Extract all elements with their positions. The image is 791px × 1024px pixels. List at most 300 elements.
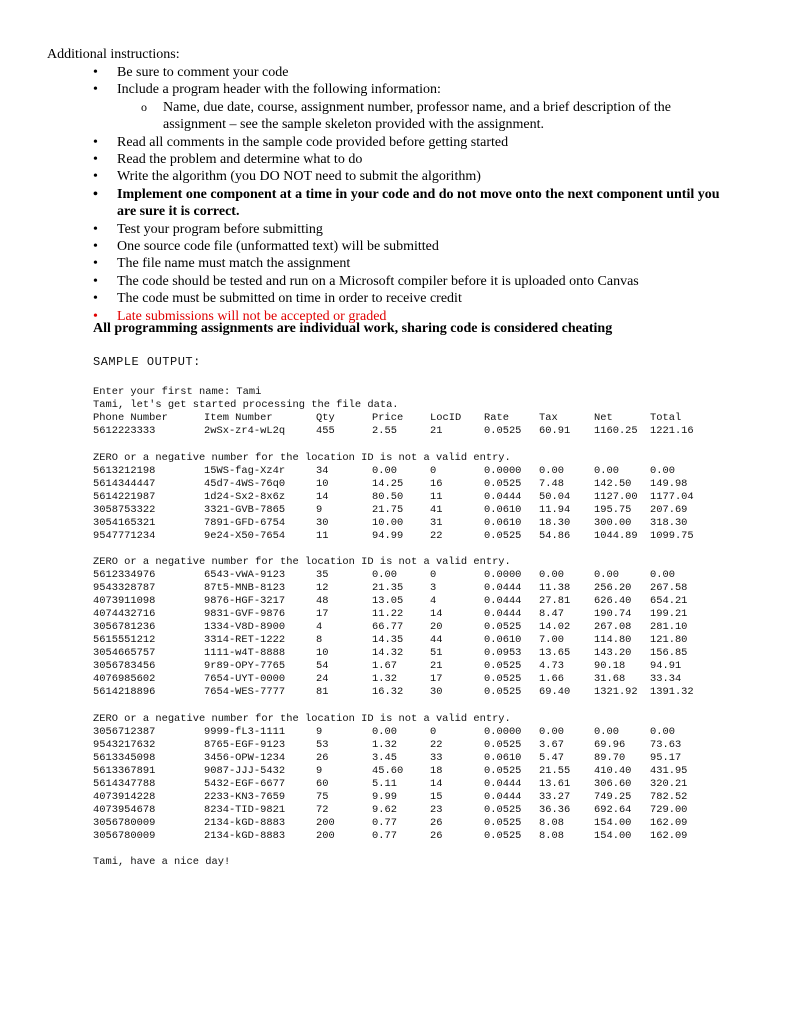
cell: 21.55	[539, 764, 571, 777]
sub-bullet-item	[0, 99, 703, 134]
cell: 1099.75	[650, 529, 694, 542]
cell: 27.81	[539, 595, 571, 607]
cell: 3.45	[372, 751, 397, 764]
cell: 114.80	[594, 634, 632, 646]
cell: 3321-GVB-7865	[204, 503, 286, 516]
bullet-icon: •	[93, 82, 98, 98]
bullet-icon: •	[93, 186, 98, 202]
bullet-icon: •	[93, 273, 98, 289]
cell: 3054665757	[93, 647, 156, 659]
cell: 1127.00	[594, 490, 638, 503]
table-row	[0, 660, 791, 673]
bullet-icon: •	[93, 221, 98, 237]
cell: 1.67	[372, 660, 397, 672]
cell: 3056781236	[93, 621, 156, 633]
cell: 7.48	[539, 477, 564, 490]
cell: 0.00	[650, 569, 675, 581]
cell: 749.25	[594, 790, 632, 803]
bullet-text: One source code file (unformatted text) will be submitted	[117, 239, 439, 255]
cell: 0	[430, 464, 437, 477]
cell: 10.00	[372, 516, 404, 529]
cell: 8.47	[539, 608, 564, 620]
bullet-icon: •	[93, 65, 98, 80]
cell: 13.65	[539, 647, 571, 659]
cell: 0.00	[372, 569, 397, 581]
cell: 17	[316, 608, 329, 620]
cell: 0.00	[650, 725, 675, 738]
cell: 33.27	[539, 790, 571, 803]
cell: 9831-GVF-9876	[204, 608, 286, 620]
cell: 80.50	[372, 490, 404, 503]
cell: 4073914228	[93, 790, 156, 803]
cell: 9876-HGF-3217	[204, 595, 286, 607]
cell: 34	[316, 464, 329, 477]
table-row	[0, 830, 791, 843]
cell: 5613367891	[93, 764, 156, 777]
table-row	[0, 621, 791, 634]
cell: 9087-JJJ-5432	[204, 764, 286, 777]
cell: 2.55	[372, 425, 397, 437]
cell: 9r89-OPY-7765	[204, 660, 286, 672]
cell: 9547771234	[93, 529, 156, 542]
cell: 5.47	[539, 751, 564, 764]
bullet-icon: •	[93, 169, 98, 185]
bullet-text: Read all comments in the sample code provided before getting started	[117, 134, 509, 150]
cell: 54	[316, 660, 329, 672]
cell: 36.36	[539, 803, 571, 816]
bullet-item	[0, 151, 737, 168]
table-row	[0, 425, 791, 438]
cell: 0.0444	[484, 790, 522, 803]
cell: 81	[316, 686, 329, 698]
cheating-warning: All programming assignments are individual work, sharing code is considered cheating	[93, 321, 613, 336]
table-row	[0, 569, 791, 582]
cell: 30	[430, 686, 443, 698]
bullet-text: Include a program header with the following information:	[117, 82, 441, 98]
bullet-item	[0, 64, 737, 81]
bullet-icon: •	[93, 239, 98, 255]
console-prompt-line: Enter your first name: Tami	[93, 386, 262, 398]
bullet-text: The file name must match the assignment	[117, 256, 351, 272]
bullet-icon: •	[93, 152, 98, 168]
cell: 5.11	[372, 777, 397, 790]
cell: Phone Number	[93, 412, 168, 424]
cell: 60.91	[539, 425, 571, 437]
cell: 0.0953	[484, 647, 522, 659]
cell: 0.0525	[484, 829, 522, 842]
cell: 1d24-Sx2-8x6z	[204, 490, 286, 503]
cell: 654.21	[650, 595, 688, 607]
cell: 14	[430, 777, 443, 790]
table-row	[0, 673, 791, 686]
cell: 90.18	[594, 660, 626, 672]
cell: 0.0444	[484, 490, 522, 503]
cell: 60	[316, 777, 329, 790]
cell: 23	[430, 803, 443, 816]
cell: 5613345098	[93, 751, 156, 764]
cell: 121.80	[650, 634, 688, 646]
bullet-text: Be sure to comment your code	[117, 65, 289, 80]
cell: 0.0525	[484, 660, 522, 672]
cell: 2134-kGD-8883	[204, 829, 286, 842]
cell: 18	[430, 764, 443, 777]
cell: 692.64	[594, 803, 632, 816]
cell: 66.77	[372, 621, 404, 633]
cell: 8.08	[539, 816, 564, 829]
cell: 4074432716	[93, 608, 156, 620]
cell: 142.50	[594, 477, 632, 490]
cell: 5615551212	[93, 634, 156, 646]
table-row	[0, 817, 791, 830]
cell: 51	[430, 647, 443, 659]
cell: 4073954678	[93, 803, 156, 816]
cell: 149.98	[650, 477, 688, 490]
cell: 0.0525	[484, 686, 522, 698]
cell: 45d7-4WS-76q0	[204, 477, 286, 490]
cell: 31.68	[594, 673, 626, 685]
cell: 26	[430, 829, 443, 842]
cell: 0.0444	[484, 608, 522, 620]
cell: 0.0525	[484, 673, 522, 685]
cell: 318.30	[650, 516, 688, 529]
cell: Total	[650, 412, 682, 424]
cell: 16.32	[372, 686, 404, 698]
cell: 4.73	[539, 660, 564, 672]
cell: 26	[430, 816, 443, 829]
cell: 1177.04	[650, 490, 694, 503]
cell: 30	[316, 516, 329, 529]
cell: 0.00	[539, 725, 564, 738]
cell: 0.0525	[484, 764, 522, 777]
cell: 0.0610	[484, 751, 522, 764]
cell: 94.99	[372, 529, 404, 542]
cell: 1221.16	[650, 425, 694, 437]
cell: 24	[316, 673, 329, 685]
cell: 143.20	[594, 647, 632, 659]
bullet-item	[0, 238, 737, 255]
cell: 8234-TID-9821	[204, 803, 286, 816]
table-row	[0, 530, 791, 543]
instructions-heading: Additional instructions:	[47, 47, 180, 62]
cell: 0.0525	[484, 738, 522, 751]
cell: 0.00	[539, 464, 564, 477]
cell: 33.34	[650, 673, 682, 685]
console-farewell-line: Tami, have a nice day!	[93, 856, 231, 868]
cell: 21.75	[372, 503, 404, 516]
invalid-location-message: ZERO or a negative number for the location ID is not a valid entry.	[93, 556, 511, 568]
cell: 0.00	[539, 569, 564, 581]
cell: 256.20	[594, 582, 632, 594]
table-row	[0, 647, 791, 660]
cell: 1.66	[539, 673, 564, 685]
bullet-icon: •	[93, 256, 98, 272]
cell: 41	[430, 503, 443, 516]
cell: Tax	[539, 412, 558, 424]
cell: 2233-KN3-7659	[204, 790, 286, 803]
cell: 154.00	[594, 829, 632, 842]
bullet-item	[0, 186, 737, 221]
cell: Net	[594, 412, 613, 424]
cell: 11	[316, 529, 329, 542]
cell: 14.02	[539, 621, 571, 633]
cell: 0	[430, 725, 437, 738]
cell: 1.32	[372, 738, 397, 751]
cell: 2wSx-zr4-wL2q	[204, 425, 286, 437]
cell: 729.00	[650, 803, 688, 816]
bullet-text: Test your program before submitting	[117, 221, 323, 237]
cell: 4	[316, 621, 323, 633]
cell: Item Number	[204, 412, 273, 424]
cell: 18.30	[539, 516, 571, 529]
instructions-list	[0, 64, 791, 325]
cell: 54.86	[539, 529, 571, 542]
cell: 5612334976	[93, 569, 156, 581]
cell: 1044.89	[594, 529, 638, 542]
cell: 5614347788	[93, 777, 156, 790]
cell: 89.70	[594, 751, 626, 764]
cell: 13.61	[539, 777, 571, 790]
cell: 0.00	[594, 569, 619, 581]
cell: 10	[316, 477, 329, 490]
cell: 69.96	[594, 738, 626, 751]
console-start-line: Tami, let's get started processing the file data.	[93, 399, 399, 411]
cell: 1160.25	[594, 425, 638, 437]
cell: 9543328787	[93, 582, 156, 594]
cell: 1111-w4T-8888	[204, 647, 286, 659]
cell: 0.0525	[484, 621, 522, 633]
cell: 11	[430, 490, 443, 503]
cell: 21	[430, 425, 443, 437]
cell: 162.09	[650, 829, 688, 842]
table-header-row	[0, 412, 791, 425]
table-row	[0, 504, 791, 517]
cell: 6543-vWA-9123	[204, 569, 286, 581]
cell: 5614221987	[93, 490, 156, 503]
cell: 0.0444	[484, 777, 522, 790]
table-row	[0, 804, 791, 817]
cell: 7654-WES-7777	[204, 686, 286, 698]
cell: 2134-kGD-8883	[204, 816, 286, 829]
cell: 69.40	[539, 686, 571, 698]
table-row	[0, 465, 791, 478]
cell: 199.21	[650, 608, 688, 620]
cell: 0.0525	[484, 529, 522, 542]
cell: 72	[316, 803, 329, 816]
cell: 190.74	[594, 608, 632, 620]
cell: 20	[430, 621, 443, 633]
table-row	[0, 517, 791, 530]
table-row	[0, 595, 791, 608]
cell: 267.58	[650, 582, 688, 594]
cell: 3	[430, 582, 437, 594]
cell: 455	[316, 425, 335, 437]
cell: 15WS-fag-Xz4r	[204, 464, 286, 477]
table-row	[0, 608, 791, 621]
cell: 12	[316, 582, 329, 594]
sample-output-label: SAMPLE OUTPUT:	[93, 355, 201, 369]
cell: 11.94	[539, 503, 571, 516]
cell: 0.00	[594, 725, 619, 738]
cell: 0.0525	[484, 803, 522, 816]
cell: 300.00	[594, 516, 632, 529]
cell: LocID	[430, 412, 462, 424]
cell: 21.35	[372, 582, 404, 594]
invalid-location-message: ZERO or a negative number for the location ID is not a valid entry.	[93, 712, 511, 725]
bullet-text: Name, due date, course, assignment number, professor name, and a brief description of the assignment – see the sample skeleton provided with the assignment.	[163, 99, 671, 133]
cell: 3456-OPW-1234	[204, 751, 286, 764]
table-row	[0, 765, 791, 778]
cell: 5614344447	[93, 477, 156, 490]
cell: 3054165321	[93, 516, 156, 529]
cell: Qty	[316, 412, 335, 424]
cell: 5612223333	[93, 425, 156, 437]
cell: 75	[316, 790, 329, 803]
bullet-item	[0, 134, 737, 151]
cell: 320.21	[650, 777, 688, 790]
cell: 3314-RET-1222	[204, 634, 286, 646]
cell: 15	[430, 790, 443, 803]
cell: 8765-EGF-9123	[204, 738, 286, 751]
cell: 162.09	[650, 816, 688, 829]
bullet-item	[0, 168, 737, 185]
cell: 4073911098	[93, 595, 156, 607]
cell: 9543217632	[93, 738, 156, 751]
cell: 1391.32	[650, 686, 694, 698]
cell: 9	[316, 503, 323, 516]
cell: 7891-GFD-6754	[204, 516, 286, 529]
cell: 33	[430, 751, 443, 764]
table-row	[0, 778, 791, 791]
bullet-text: Write the algorithm (you DO NOT need to submit the algorithm)	[117, 169, 481, 185]
table-row	[0, 582, 791, 595]
cell: 0.00	[594, 464, 619, 477]
bullet-item	[0, 290, 737, 307]
cell: 3056780009	[93, 829, 156, 842]
table-row	[0, 634, 791, 647]
cell: 87t5-MNB-8123	[204, 582, 286, 594]
cell: 35	[316, 569, 329, 581]
cell: 7654-UYT-0000	[204, 673, 286, 685]
cell: Rate	[484, 412, 509, 424]
cell: 0.00	[650, 464, 675, 477]
cell: 11.22	[372, 608, 404, 620]
cell: 0.77	[372, 816, 397, 829]
cell: 0.0444	[484, 582, 522, 594]
cell: 7.00	[539, 634, 564, 646]
cell: 14.25	[372, 477, 404, 490]
cell: 44	[430, 634, 443, 646]
cell: 9.99	[372, 790, 397, 803]
cell: 0.0610	[484, 503, 522, 516]
bullet-text: Late submissions will not be accepted or graded	[117, 308, 387, 324]
cell: 26	[316, 751, 329, 764]
cell: 10	[316, 647, 329, 659]
cell: 53	[316, 738, 329, 751]
cell: 9.62	[372, 803, 397, 816]
cell: 9e24-X50-7654	[204, 529, 286, 542]
cell: 1.32	[372, 673, 397, 685]
cell: 14	[430, 608, 443, 620]
cell: 3058753322	[93, 503, 156, 516]
bullet-icon: •	[93, 134, 98, 150]
cell: 431.95	[650, 764, 688, 777]
cell: 0.0444	[484, 595, 522, 607]
table-row	[0, 726, 791, 739]
cell: 200	[316, 816, 335, 829]
cell: 1334-V8D-8900	[204, 621, 286, 633]
cell: 73.63	[650, 738, 682, 751]
cell: 17	[430, 673, 443, 685]
cell: 50.04	[539, 490, 571, 503]
cell: 0.0610	[484, 634, 522, 646]
cell: 195.75	[594, 503, 632, 516]
cell: 782.52	[650, 790, 688, 803]
cell: 0.0000	[484, 725, 522, 738]
cell: 14	[316, 490, 329, 503]
cell: 9	[316, 764, 323, 777]
cell: 5614218896	[93, 686, 156, 698]
cell: 3056783456	[93, 660, 156, 672]
bullet-text: Read the problem and determine what to do	[117, 152, 363, 168]
cell: 0.0525	[484, 477, 522, 490]
cell: 0.0525	[484, 816, 522, 829]
bullet-item	[0, 81, 737, 98]
cell: 5432-EGF-6677	[204, 777, 286, 790]
cell: 410.40	[594, 764, 632, 777]
cell: 16	[430, 477, 443, 490]
cell: 22	[430, 529, 443, 542]
bullet-text: The code should be tested and run on a Microsoft compiler before it is uploaded onto Canvas	[117, 273, 639, 289]
bullet-item	[0, 255, 737, 272]
cell: 3056712387	[93, 725, 156, 738]
cell: 0.0000	[484, 464, 522, 477]
cell: 8.08	[539, 829, 564, 842]
cell: 1321.92	[594, 686, 638, 698]
cell: 0	[430, 569, 437, 581]
cell: Price	[372, 412, 404, 424]
cell: 14.35	[372, 634, 404, 646]
cell: 207.69	[650, 503, 688, 516]
cell: 94.91	[650, 660, 682, 672]
cell: 626.40	[594, 595, 632, 607]
cell: 0.00	[372, 464, 397, 477]
bullet-item	[0, 273, 737, 290]
cell: 0.0000	[484, 569, 522, 581]
bullet-icon: •	[93, 308, 98, 324]
cell: 22	[430, 738, 443, 751]
cell: 200	[316, 829, 335, 842]
cell: 3.67	[539, 738, 564, 751]
bullet-text: The code must be submitted on time in order to receive credit	[117, 291, 462, 307]
cell: 21	[430, 660, 443, 672]
table-row	[0, 686, 791, 699]
cell: 5613212198	[93, 464, 156, 477]
table-row	[0, 491, 791, 504]
bullet-item	[0, 221, 737, 238]
cell: 4076985602	[93, 673, 156, 685]
cell: 8	[316, 634, 323, 646]
table-row	[0, 739, 791, 752]
cell: 154.00	[594, 816, 632, 829]
cell: 9999-fL3-1111	[204, 725, 286, 738]
cell: 0.00	[372, 725, 397, 738]
table-row	[0, 791, 791, 804]
cell: 11.38	[539, 582, 571, 594]
cell: 281.10	[650, 621, 688, 633]
table-row	[0, 478, 791, 491]
cell: 95.17	[650, 751, 682, 764]
cell: 48	[316, 595, 329, 607]
